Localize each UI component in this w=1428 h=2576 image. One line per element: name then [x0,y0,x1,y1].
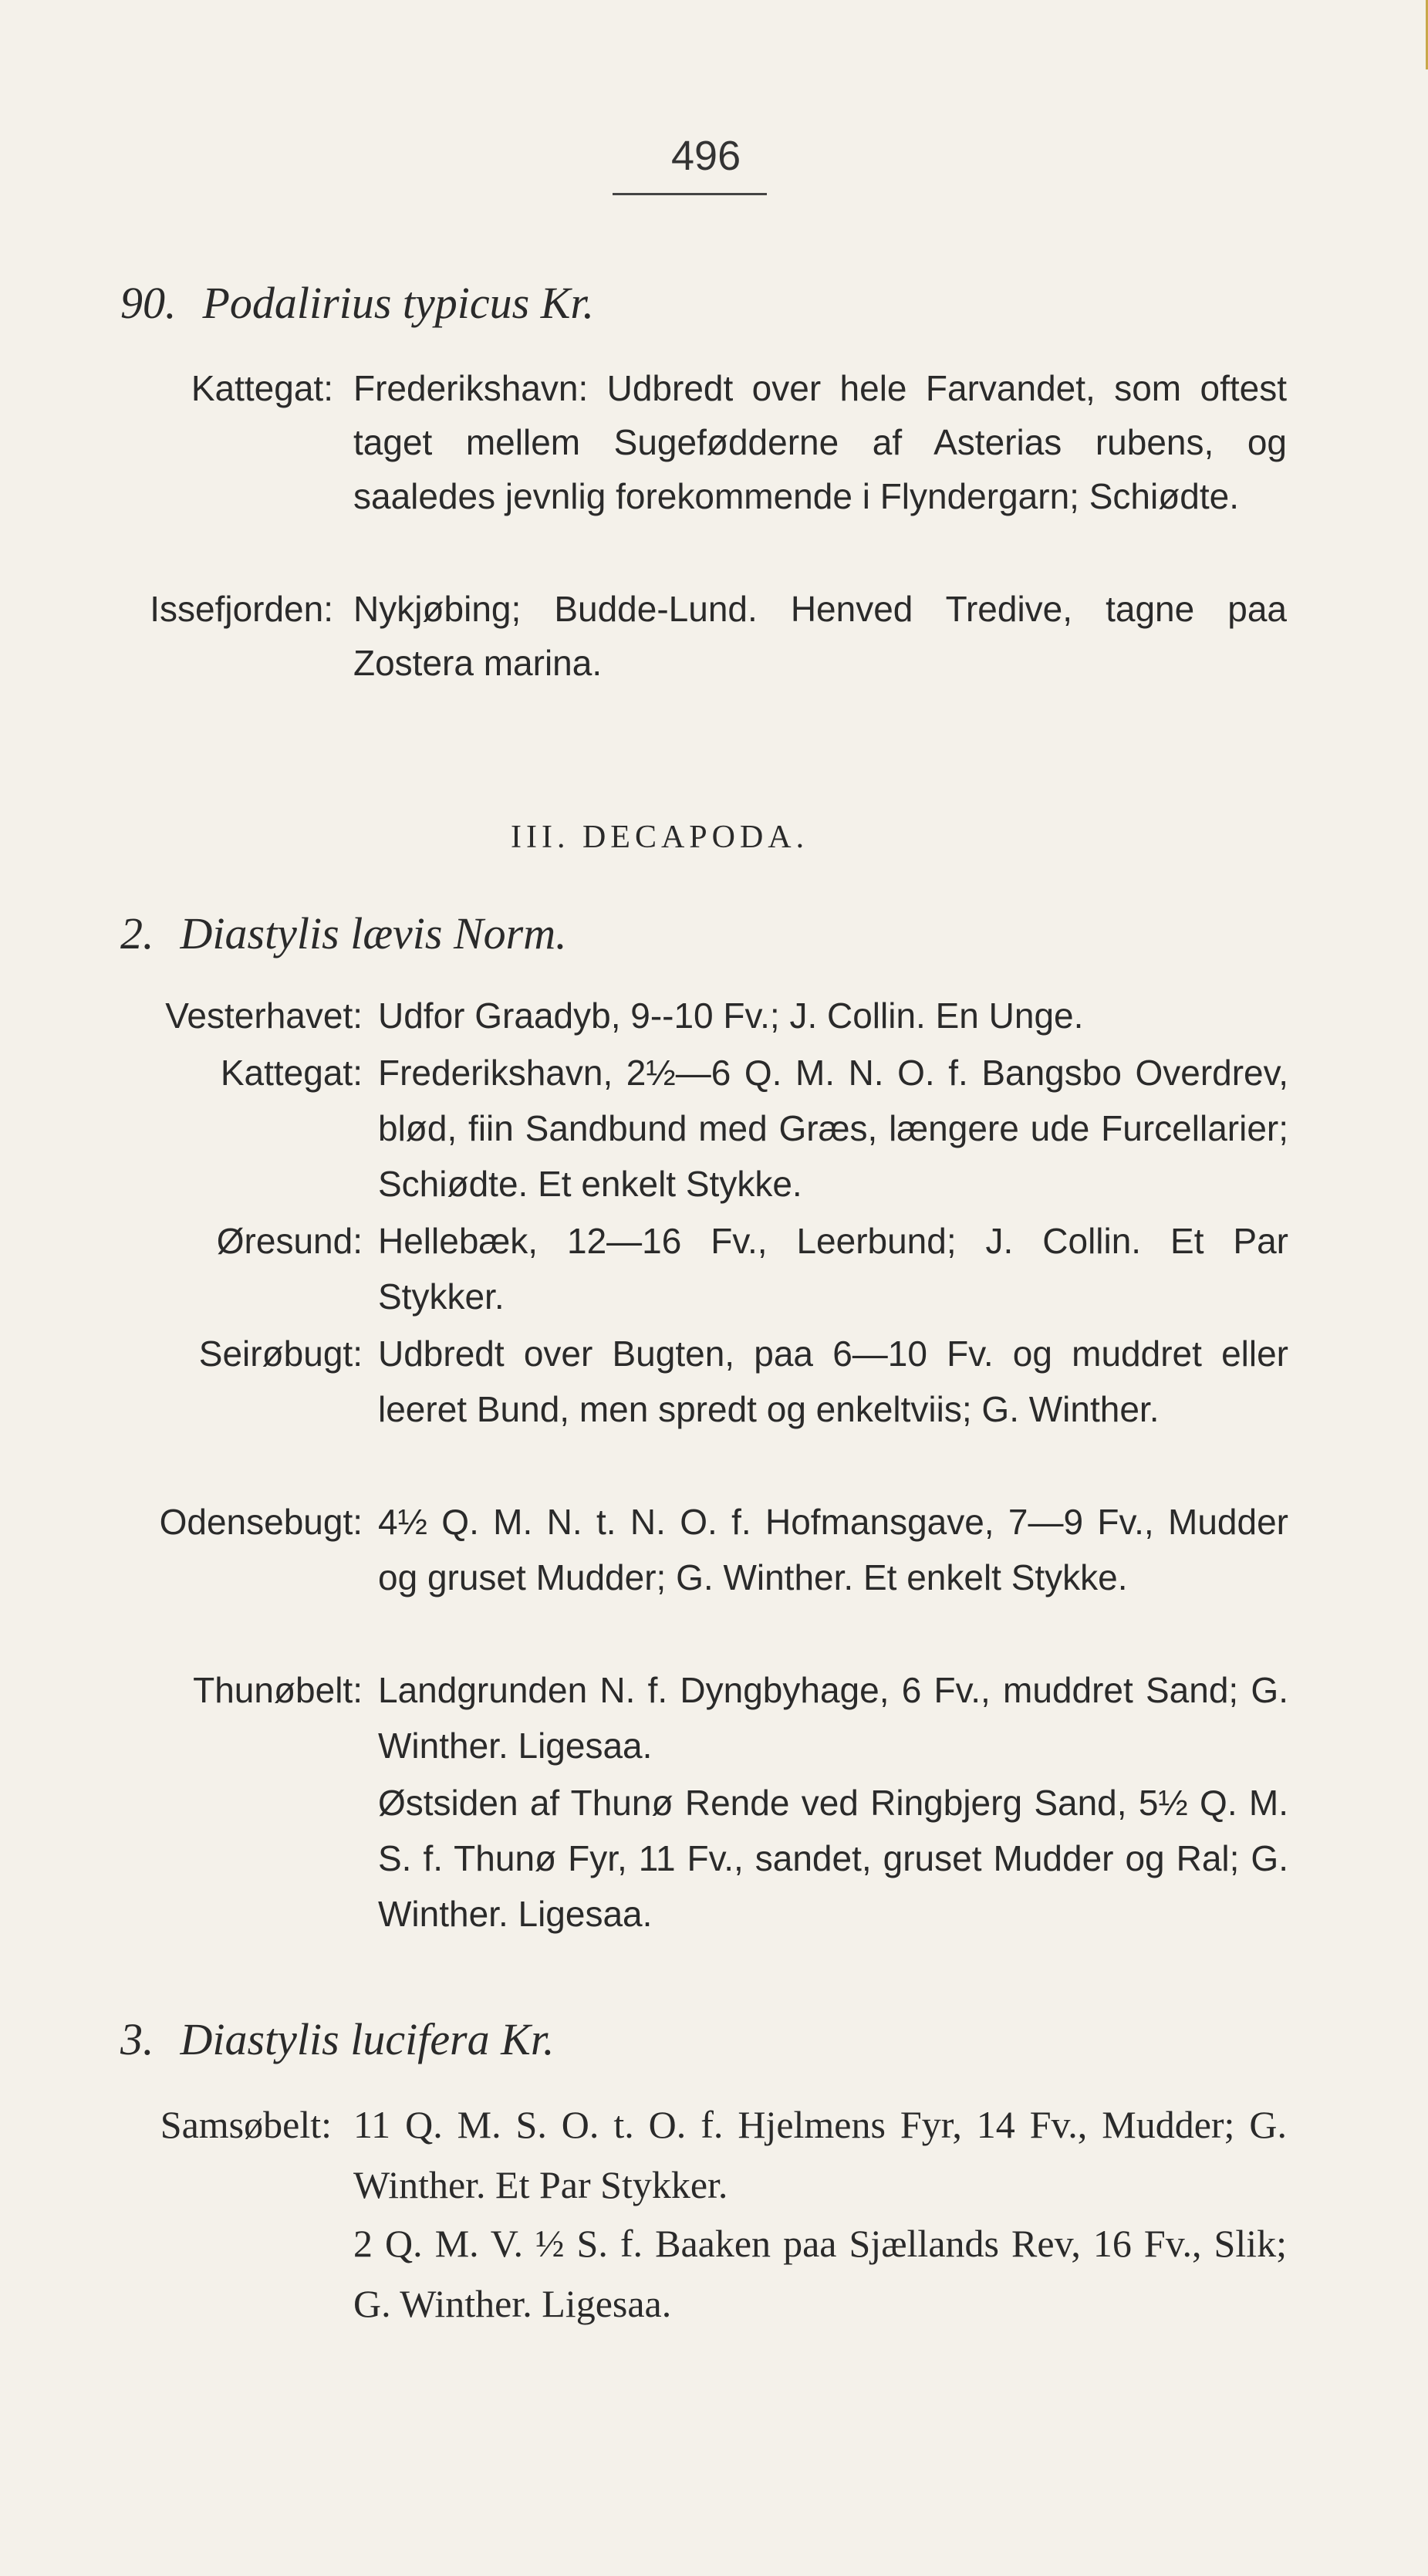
record-text: Østsiden af Thunø Rende ved Ringbjerg Sand, 5½ Q. M. S. f. Thunø Fyr, 11 Fv., sandet, gruset Mudder og Ral; G. Winther. Ligesaa. [378,1783,1288,1934]
record-text: 4½ Q. M. N. t. N. O. f. Hofmansgave, 7—9 Fv., Mudder og gruset Mudder; G. Winther. Et enkelt Stykke. [378,1502,1288,1597]
record-text: Frederikshavn, 2½—6 Q. M. N. O. f. Bangsbo Overdrev, blød, fiin Sandbund med Græs, længere ude Furcellarier; Schiødte. Et enkelt Stykke. [378,1053,1288,1204]
species-number: 90. [120,278,177,328]
record-text: Udfor Graadyb, 9--10 Fv.; J. Collin. En Unge. [378,996,1084,1036]
species-name: Diastylis lævis Norm. [180,908,567,958]
record-text: Udbredt over Bugten, paa 6—10 Fv. og muddret eller leeret Bund, men spredt og enkeltviis; G. Winther. [378,1334,1288,1429]
locality-label: Vesterhavet: [165,996,363,1036]
locality-label: Thunøbelt: [193,1670,363,1710]
species-name: Podalirius typicus Kr. [202,278,595,328]
locality-label: Kattegat: [220,1053,363,1093]
locality-label: Issefjorden: [150,589,333,629]
species-title-diastylis-laevis [120,907,567,961]
record-text: Landgrunden N. f. Dyngbyhage, 6 Fv., muddret Sand; G. Winther. Ligesaa. [378,1670,1288,1766]
page-number: 496 [671,133,741,179]
locality-label: Seirøbugt: [198,1334,363,1374]
record-text: Hellebæk, 12—16 Fv., Leerbund; J. Collin. Et Par Stykker. [378,1221,1288,1317]
record-text: Frederikshavn: Udbredt over hele Farvandet, som oftest taget mellem Sugefødderne af Asterias rubens, og saaledes jevnlig forekommende i Flyndergarn; Schiødte. [353,368,1287,516]
species-number: 3. [120,2014,154,2064]
species-name: Diastylis lucifera Kr. [180,2014,555,2064]
locality-label: Samsøbelt: [160,2103,332,2146]
species-title-podalirius [120,276,594,330]
locality-label: Odensebugt: [159,1502,363,1542]
section-heading: III. DECAPODA. [511,820,809,855]
locality-label: Kattegat: [191,368,333,408]
species-number: 2. [120,908,154,958]
locality-label: Øresund: [216,1221,363,1261]
record-text: 11 Q. M. S. O. t. O. f. Hjelmens Fyr, 14 Fv., Mudder; G. Winther. Et Par Stykker. [353,2103,1287,2206]
record-text: Nykjøbing; Budde-Lund. Henved Tredive, tagne paa Zostera marina. [353,589,1287,683]
page-number-rule [613,193,767,195]
record-text: 2 Q. M. V. ½ S. f. Baaken paa Sjællands Rev, 16 Fv., Slik; G. Winther. Ligesaa. [353,2222,1287,2325]
species-title-diastylis-lucifera [120,2013,554,2067]
